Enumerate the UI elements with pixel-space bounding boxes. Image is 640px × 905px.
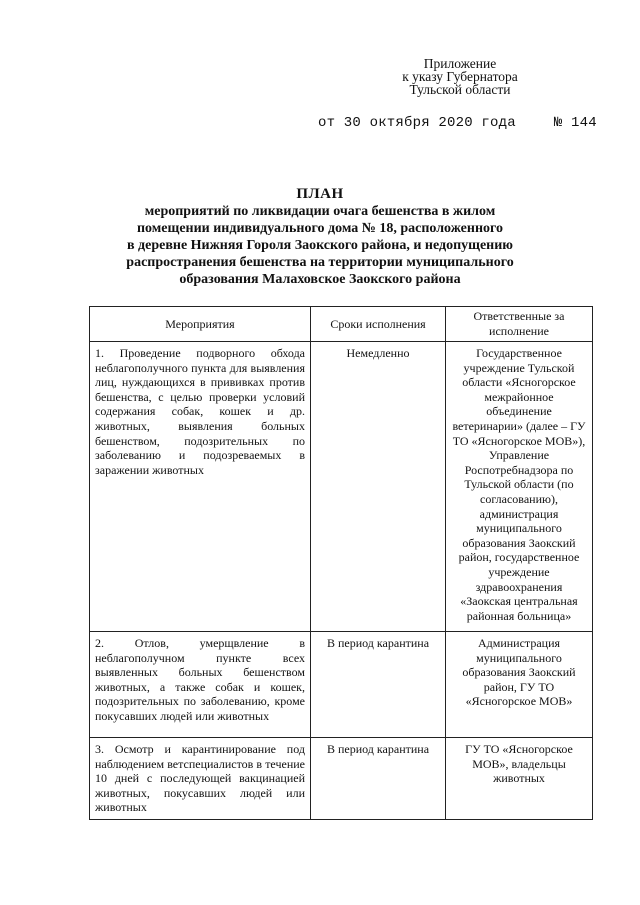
table-header-row: [90, 307, 593, 342]
table-row: [90, 632, 593, 738]
decree-dateline: [318, 115, 597, 131]
plan-title: [110, 186, 530, 288]
plan-title-line-5: образования Малаховское Заокского района: [179, 272, 461, 287]
plan-title-line-4: распространения бешенства на территории муниципального: [126, 255, 514, 270]
row-responsible: Администрация муниципального образования Заокский район, ГУ ТО «Ясногорское МОВ»: [446, 632, 593, 738]
row-action: 3. Осмотр и карантинирование под наблюдением ветспециалистов в течение 10 дней с последующей вакцинацией животных, покусавших людей или животных: [90, 738, 311, 820]
table-row: [90, 342, 593, 632]
row-responsible: ГУ ТО «Ясногорское МОВ», владельцы животных: [446, 738, 593, 820]
plan-title-line-3: в деревне Нижняя Гороля Заокского района, и недопущению: [126, 238, 514, 253]
decree-date: от 30 октября 2020 года: [318, 115, 516, 131]
appendix-block: [360, 57, 560, 96]
plan-heading: ПЛАН: [296, 186, 344, 202]
plan-title-line-2: помещении индивидуального дома № 18, расположенного: [136, 221, 504, 236]
row-term: В период карантина: [311, 632, 446, 738]
appendix-line-1: Приложение: [423, 56, 497, 71]
header-responsible: Ответственные за исполнение: [446, 307, 593, 342]
plan-title-line-1: мероприятий по ликвидации очага бешенства в жилом: [144, 204, 496, 219]
row-action: 1. Проведение подворного обхода неблагополучного пункта для выявления лиц, нуждающихся в прививках против бешенства, с целью проверки условий содержания собак, кошек и др. животных, выявления больных бешенством, подозрительных по заболеванию и подозреваемых в заражении животных: [90, 342, 311, 632]
appendix-line-3: Тульской области: [409, 82, 511, 97]
table-row: [90, 738, 593, 820]
row-term: В период карантина: [311, 738, 446, 820]
row-term: Немедленно: [311, 342, 446, 632]
plan-table: [89, 306, 593, 820]
appendix-line-2: к указу Губернатора: [402, 69, 518, 84]
header-actions: Мероприятия: [90, 307, 311, 342]
row-responsible: Государственное учреждение Тульской области «Ясногорское межрайонное объединение ветеринарии» (далее – ГУ ТО «Ясногорское МОВ»), Управление Роспотребнадзора по Тульской области (по согласованию), администрация муниципального образования Заокский район, государственное учреждение здравоохранения «Заокская центральная районная больница»: [446, 342, 593, 632]
header-terms: Сроки исполнения: [311, 307, 446, 342]
decree-number: № 144: [553, 115, 597, 131]
row-action: 2. Отлов, умерщвление в неблагополучном пункте всех выявленных больных бешенством животных, а также собак и кошек, подозрительных по заболеванию, кроме покусавших людей или животных: [90, 632, 311, 738]
